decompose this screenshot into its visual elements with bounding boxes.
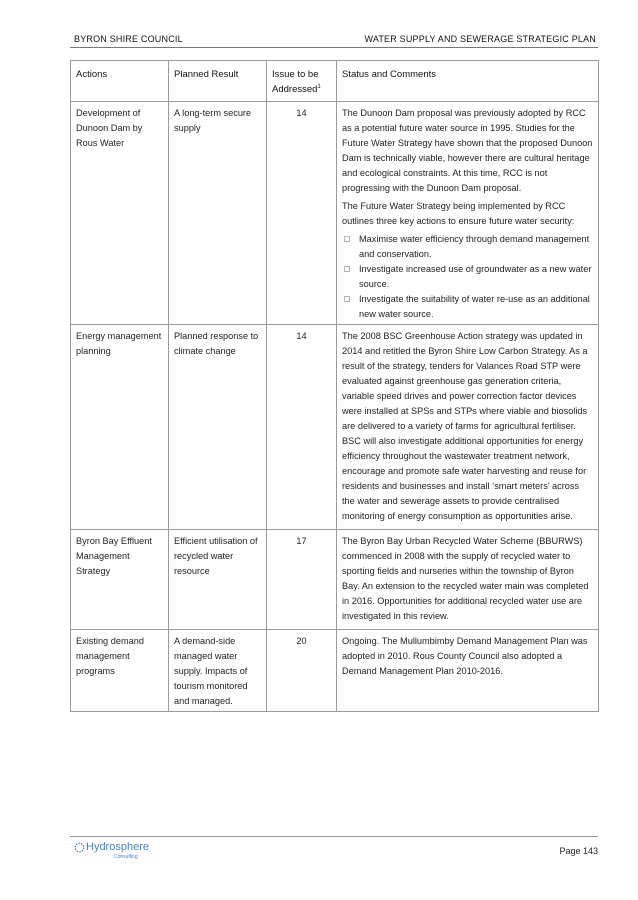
- status-paragraph: Ongoing. The Mullumbimby Demand Management Plan was adopted in 2010. Rous County Council also adopted a Demand Management Plan 2010-2016.: [342, 636, 588, 676]
- action-cell: Existing demand management programs: [71, 630, 169, 712]
- table-header-row: [71, 61, 599, 102]
- action-cell: Energy management planning: [71, 325, 169, 530]
- issue-cell: 14: [267, 325, 337, 530]
- action-cell: Byron Bay Effluent Management Strategy: [71, 530, 169, 630]
- column-header-issue: [267, 61, 337, 102]
- column-header-actions: Actions: [71, 61, 169, 102]
- issue-cell: 17: [267, 530, 337, 630]
- list-item: [342, 262, 593, 292]
- result-cell: Efficient utilisation of recycled water resource: [169, 530, 267, 630]
- hydrosphere-logo: [74, 841, 164, 861]
- status-cell: [337, 325, 599, 530]
- table-row: [71, 530, 599, 630]
- table-row: [71, 102, 599, 325]
- column-header-status: Status and Comments: [337, 61, 599, 102]
- key-actions-list: [342, 232, 593, 322]
- status-paragraph: The 2008 BSC Greenhouse Action strategy was updated in 2014 and retitled the Byron Shire Low Carbon Strategy. As a result of the strategy, tenders for Valances Road STP were evaluated against greenhouse gas generation criteria, variable speed drives and power correction factor devices were installed at SPSs and STPs where viable and biosolids are delivered to a variety of farms for agricultural fertiliser. BSC will also investigate additional opportunities for energy efficiency throughout the wastewater treatment network, encourage and promote safe water harvesting and reuse for residents and businesses and install ‘smart meters’ across the water and sewerage assets to provide centralised monitoring of energy consumption as opportunities arise.: [342, 331, 588, 521]
- result-cell: Planned response to climate change: [169, 325, 267, 530]
- list-item: [342, 232, 593, 262]
- status-paragraph: The Byron Bay Urban Recycled Water Scheme (BBURWS) commenced in 2008 with the supply of recycled water to sporting fields and nurseries within the township of Byron Bay. An extension to the recycled water main was completed in 2016. Opportunities for additional recycled water use are investigated in this review.: [342, 536, 589, 621]
- hydrosphere-logo-icon: [74, 842, 85, 853]
- header-divider: [70, 47, 598, 48]
- status-cell: [337, 530, 599, 630]
- footer-divider: [70, 836, 598, 837]
- logo-subtitle: Consulting: [114, 854, 138, 860]
- list-item: [342, 292, 593, 322]
- list-item-text: Investigate increased use of groundwater as a new water source.: [359, 264, 592, 289]
- checkbox-bullet-icon: [344, 266, 350, 272]
- list-item-text: Investigate the suitability of water re-use as an additional new water source.: [359, 294, 590, 319]
- logo-name: Hydrosphere: [86, 841, 149, 853]
- issue-footnote-marker: 1: [317, 83, 321, 90]
- page-number: Page 143: [559, 846, 598, 856]
- column-header-planned-result: Planned Result: [169, 61, 267, 102]
- table-row: [71, 630, 599, 712]
- status-cell: [337, 630, 599, 712]
- list-item-text: Maximise water efficiency through demand management and conservation.: [359, 234, 590, 259]
- issue-cell: 14: [267, 102, 337, 325]
- column-header-issue-label: Issue to be Addressed: [272, 69, 319, 95]
- status-paragraph: The Dunoon Dam proposal was previously adopted by RCC as a potential future water source in 1995. Studies for the Future Water Strategy have shown that the proposed Dunoon Dam is technically viable, however there are cultural heritage and ecological constraints. At this time, RCC is not progressing with the Dunoon Dam proposal.: [342, 108, 593, 193]
- checkbox-bullet-icon: [344, 296, 350, 302]
- header-council-name: BYRON SHIRE COUNCIL: [74, 34, 183, 44]
- checkbox-bullet-icon: [344, 236, 350, 242]
- status-cell: [337, 102, 599, 325]
- status-paragraph: The Future Water Strategy being implemented by RCC outlines three key actions to ensure future water security:: [342, 201, 575, 226]
- action-cell: Development of Dunoon Dam by Rous Water: [71, 102, 169, 325]
- issue-cell: 20: [267, 630, 337, 712]
- result-cell: A demand-side managed water supply. Impacts of tourism monitored and managed.: [169, 630, 267, 712]
- strategy-actions-table: [70, 60, 599, 712]
- result-cell: A long-term secure supply: [169, 102, 267, 325]
- table-row: [71, 325, 599, 530]
- header-document-title: WATER SUPPLY AND SEWERAGE STRATEGIC PLAN: [364, 34, 596, 44]
